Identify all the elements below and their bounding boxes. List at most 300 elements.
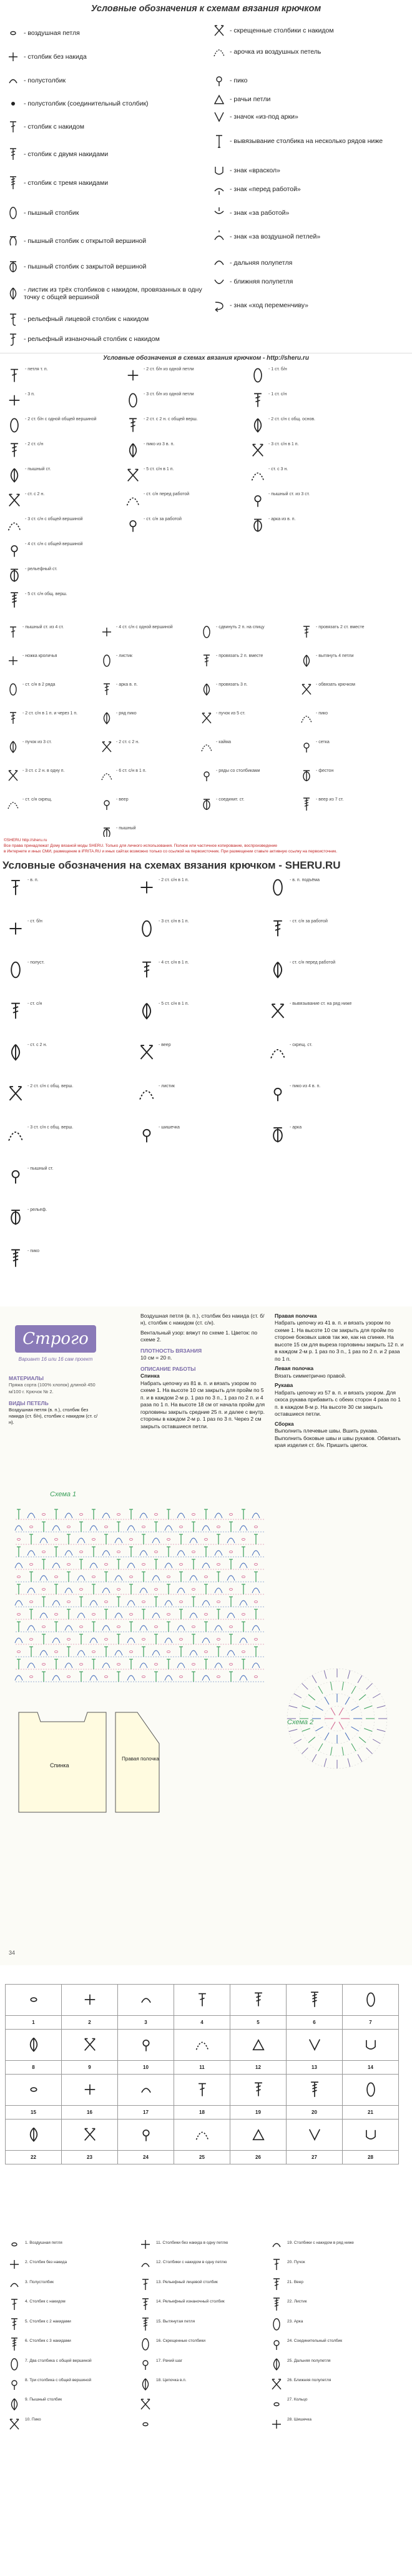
grid-number-cell [343, 2151, 399, 2164]
dense-legend-item [6, 683, 100, 699]
long-st-icon [212, 134, 226, 148]
oval-closed-icon [100, 826, 114, 837]
cross-icon [268, 1002, 287, 1024]
arch-icon [6, 1125, 25, 1147]
dense-legend-label: - рельефный ст. [25, 567, 57, 571]
dense-legend-item [268, 919, 362, 941]
grid-number: 25 [199, 2154, 205, 2160]
grid-symbol-cell [118, 2030, 174, 2061]
dense-legend-label: - пико [316, 711, 328, 716]
dense-legend-item [6, 1125, 100, 1147]
t3-icon [6, 592, 22, 611]
dense-legend-label: - 2 ст. с/н в 1 п. [159, 878, 189, 882]
dense-legend-label: - соединит. ст. [216, 797, 245, 802]
t-icon [6, 625, 20, 642]
dense-legend-label: - пышный ст. [25, 467, 51, 471]
picot-icon [212, 74, 226, 87]
bottom-list-item: 3. Полустолбик [25, 2279, 54, 2284]
dense-legend-item [125, 367, 218, 387]
legend-item-label: - скрещенные столбики с накидом [230, 27, 334, 34]
bottom-list-item: 4. Столбик с накидом [25, 2299, 66, 2304]
legend-item-label: - полустолбик [24, 77, 66, 84]
plus-icon [82, 2003, 98, 2009]
grid-number-cell [174, 2016, 230, 2030]
grid-number: 8 [32, 2065, 35, 2070]
legend-item-label: - листик из трёх столбиков с накидом, провязанных в одну точку с общей вершиной [24, 286, 202, 301]
grid-number-cell [62, 2106, 118, 2120]
bottom-list-item: 26. Ближняя полупетля [287, 2377, 331, 2382]
grid-number: 24 [143, 2154, 149, 2160]
scheme-1-chart [9, 1503, 272, 1690]
bracket-icon [212, 164, 226, 177]
oval-top-icon [6, 234, 20, 248]
bottom-list-item: 14. Рельефный изнаночный столбик [156, 2299, 225, 2304]
notice-line-1: ©SHERU http://sheru.ru [4, 838, 47, 842]
grid-number: 1 [32, 2020, 35, 2025]
dense-legend-item [6, 542, 100, 561]
dense-legend-label: - ст. с/н за работой [144, 517, 182, 521]
grid-number-cell [230, 2106, 287, 2120]
grid-number-cell [287, 2061, 343, 2075]
plus-icon [125, 367, 141, 387]
numbered-grid-section [0, 1965, 412, 2215]
dense-legend-item [6, 711, 100, 728]
oval-icon [6, 417, 22, 437]
dense-legend-item [6, 960, 100, 982]
stitches-title: ВИДЫ ПЕТЕЛЬ [9, 1399, 49, 1406]
bottom-list-item: 15. Вытянутая петля [156, 2319, 195, 2324]
grid-number-cell [118, 2151, 174, 2164]
picot-icon [138, 2138, 154, 2144]
grid-symbol-cell [230, 2075, 287, 2106]
sleeve-text: Набрать цепочку из 57 в. п. и вязать узором. Для скоса рукава прибавить с обеих сторон 4 раза по 1 п. в каждом 8-м р. На высоте 30 см закрыть оставшиеся петли. [275, 1389, 401, 1418]
grid-symbol-cell [6, 2120, 62, 2151]
left-front-title: Левая полочка [275, 1365, 314, 1372]
dot-icon [26, 2093, 42, 2099]
picot-icon [250, 492, 266, 511]
leaf-icon [26, 2138, 42, 2144]
bottom-list-col-3 [287, 2240, 406, 2436]
picot-icon [137, 1125, 156, 1147]
dense-legend-label: - 5 ст. с/н в 1 п. [159, 1002, 189, 1006]
grid-symbol-cell [118, 1985, 174, 2016]
dense-legend-label: - 2 ст. с/н с общ. основ. [268, 417, 316, 422]
materials-block [9, 1375, 102, 1426]
garment-pieces [12, 1706, 169, 1818]
dense-legend-label: - вывязывание ст. на ряд ниже [290, 1002, 352, 1006]
dense-legend-item [250, 442, 343, 461]
arch-icon [200, 740, 213, 757]
dense-legend-label: - 4 ст. с/н в 1 п. [159, 960, 189, 965]
materials-text: Пряжа сорта (100% хлопок) длиной 450 м/100 г. Крючок № 2. [9, 1382, 96, 1394]
t2-icon [250, 2003, 267, 2009]
grid-number: 10 [143, 2065, 149, 2070]
dense-legend-item [300, 711, 393, 728]
picot-icon [138, 2048, 154, 2054]
dense-legend-item [300, 625, 393, 642]
dense-legend-item [300, 654, 393, 671]
dense-legend-label: - рельеф. [27, 1208, 47, 1212]
dense-legend-item [268, 1125, 362, 1147]
dense-legend-item [100, 711, 194, 728]
legend-item-left [6, 147, 206, 161]
dense-legend-label: - пышный ст. из 4 ст. [22, 625, 64, 629]
legend-item-left [6, 120, 206, 134]
dense-legend-label: - провязать 2 п. вместе [216, 654, 263, 658]
dense-legend-label: - 3 ст. с/н в 1 п. [268, 442, 299, 447]
grid-number: 21 [368, 2110, 373, 2115]
arc-icon [138, 2003, 154, 2009]
leaf-icon [26, 2048, 42, 2054]
symbol-grid-table [5, 1984, 399, 2164]
legend-item-label: - знак «враскол» [230, 167, 281, 174]
dense-legend-item [125, 517, 218, 536]
bottom-list-item: 20. Пучок [287, 2260, 305, 2265]
arch-icon [125, 492, 141, 511]
legend-item-left [6, 332, 206, 346]
front-text: Набрать цепочку из 41 в. п. и вязать узором по схеме 1. На высоте 10 см закрыть для пройм по стороне боковых швов так же, как на спинке. На высоте 15 см для выреза горловины закрыть 12 п. и в каждом 2-м р. 1 раз по 3 п., 1 раз по 2 п. и 2 раза по 1 п. [275, 1320, 404, 1362]
vee-icon [307, 2138, 323, 2144]
strogo-pattern-page [0, 1306, 412, 1965]
t2-icon [250, 2093, 267, 2099]
dense-legend-label: - пико из 3 в. п. [144, 442, 175, 447]
legend-item-label: - пико [230, 77, 248, 84]
dense-legend-item [125, 442, 218, 461]
grid-symbol-cell [6, 2030, 62, 2061]
dense-legend-item [250, 417, 343, 437]
grid-number: 17 [143, 2110, 149, 2115]
cross-icon [100, 740, 114, 757]
dense-legend-item [268, 960, 362, 982]
grid-symbol-cell [62, 1985, 118, 2016]
back-icon [212, 206, 226, 220]
grid-symbol-cell [230, 2030, 287, 2061]
oval-icon [137, 919, 156, 941]
page-number: 34 [9, 1950, 16, 1956]
dense-legend-item [100, 797, 194, 814]
copyright-notice [0, 837, 412, 857]
dense-legend-label: - пико из 4 в. п. [290, 1084, 321, 1088]
dense-legend-label: - полуст. [27, 960, 45, 965]
arch-icon [268, 1043, 287, 1065]
legend-item-left [6, 206, 206, 220]
bottom-list-item: 7. Два столбика с общей вершиной [25, 2358, 92, 2363]
picot-icon [268, 1084, 287, 1106]
t2-icon [125, 417, 141, 437]
legend-item-label: - значок «из-под арки» [230, 113, 298, 121]
legend-title-2: Условные обозначения в схемах вязания крючком - http://sheru.ru [103, 355, 309, 362]
grid-symbol-cell [62, 2075, 118, 2106]
legend-item-left [6, 312, 206, 326]
grid-number: 19 [255, 2110, 261, 2115]
back-text: Набрать цепочку из 81 в. п. и вязать узором по схеме 1. На высоте 10 см закрыть для пройм по 5 п. и в каждом 2-м р. 1 раз по 3 п., 1 раз по 2 п. и 4 раза по 1 п. На высоте 18 см от начала пройм для горловины закрыть средние 25 п. и далее с внутр. стороны в каждом 2-м р. 1 раз по 3 п. Через 2 см закрыть оставшиеся петли. [140, 1379, 265, 1429]
oval-icon [100, 654, 114, 671]
t2-icon [250, 392, 266, 412]
grid-symbol-cell [118, 2120, 174, 2151]
grid-symbol-cell [343, 2075, 399, 2106]
bottom-list-item: 13. Рельефный лицевой столбик [156, 2279, 218, 2284]
picot-icon [6, 1167, 25, 1188]
cross-icon [125, 467, 141, 486]
oval-closed-icon [300, 769, 313, 786]
sleeve-title: Рукава [275, 1382, 293, 1389]
notice-line-2: Все права принадлежат Дому вязаной моды SHERU. Только для личного использования. Полное или частичное копирование, воспроизведение [4, 844, 277, 848]
legend-item-right [212, 92, 406, 106]
desc-title: ОПИСАНИЕ РАБОТЫ [140, 1365, 196, 1372]
dense-legend-label: - 2 ст. с 2 н. [116, 740, 140, 744]
oval-icon [363, 2003, 379, 2009]
bottom-list-item: 8. Три столбика с общей вершиной [25, 2377, 92, 2382]
dense-legend-item [250, 517, 343, 536]
bottom-list-item: 5. Столбик с 2 накидами [25, 2319, 71, 2324]
bottom-list-item: 23. Арка [287, 2319, 303, 2324]
dense-legend-item [6, 1249, 100, 1271]
grid-number-cell [6, 2016, 62, 2030]
bottom-list-item: 17. Рачий шаг [156, 2358, 183, 2363]
dense-legend-item [300, 797, 393, 814]
legend-item-right [212, 182, 406, 196]
back-title: Спинка [140, 1373, 160, 1379]
dense-legend-label: - в. п. подъёма [290, 878, 320, 882]
t2-icon [200, 654, 213, 671]
gauge-text: 10 см = 20 п. [140, 1355, 172, 1361]
grid-number: 22 [31, 2154, 36, 2160]
t2-icon [137, 960, 156, 982]
grid-number-cell [230, 2151, 287, 2164]
dense-legend-label: - 2 ст. б/н из одной петли [144, 367, 194, 372]
leaf-icon [6, 287, 20, 300]
dense-legend-label: - веер [159, 1043, 171, 1047]
legend-item-label: - вывязывание столбика на несколько рядов ниже [230, 137, 383, 145]
top-loop-icon [212, 230, 226, 244]
rachy-icon [250, 2048, 267, 2054]
dense-legend-label: - ст. с/н [27, 1002, 42, 1006]
bottom-list-item: 25. Дальняя полупетля [287, 2358, 331, 2363]
legend-item-left [6, 97, 206, 111]
legend-item-label: - пышный столбик с закрытой вершиной [24, 263, 147, 270]
legend-item-right [212, 275, 406, 289]
grid-number: 20 [311, 2110, 317, 2115]
dense-legend-label: - ст. с 2 н. [25, 492, 45, 496]
dense-legend-label: - ст. с 3 н. [268, 467, 288, 471]
t2-icon [268, 919, 287, 941]
scheme-1-label: Схема 1 [50, 1491, 77, 1498]
dense-legend-item [6, 625, 100, 642]
dense-legend-item [100, 769, 194, 786]
grid-number-cell [343, 2061, 399, 2075]
pattern-column-2 [140, 1313, 265, 1430]
oval-icon [6, 683, 20, 699]
scheme-2-flower [268, 1656, 406, 1781]
cross-icon [6, 769, 20, 786]
grid-number: 5 [257, 2020, 260, 2025]
leaf-icon [300, 654, 313, 671]
grid-number: 26 [255, 2154, 261, 2160]
legend-section-3 [0, 621, 412, 837]
dense-legend-item [268, 1002, 362, 1024]
bottom-list-item: 21. Веер [287, 2279, 304, 2284]
leaf-icon [100, 711, 114, 728]
legend-item-label: - рельефный изнаночный столбик с накидом [24, 335, 160, 343]
grid-number-cell [174, 2151, 230, 2164]
grid-number: 7 [369, 2020, 372, 2025]
dense-legend-item [250, 467, 343, 486]
dense-legend-label: - 6 ст. с/н в 1 п. [116, 769, 147, 773]
oval-closed-icon [250, 517, 266, 536]
oval-icon [6, 206, 20, 220]
grid-number-cell [174, 2061, 230, 2075]
grid-number-cell [343, 2016, 399, 2030]
dense-legend-label: - ст. с/н перед работой [290, 960, 336, 965]
grid-number-cell [6, 2061, 62, 2075]
dense-legend-item [6, 1084, 100, 1106]
dense-legend-item [6, 769, 100, 786]
dense-legend-item [6, 797, 100, 814]
legend-item-label: - арочка из воздушных петель [230, 48, 321, 56]
dense-legend-item [268, 1084, 362, 1106]
grid-symbol-cell [287, 2120, 343, 2151]
arch-icon [137, 1084, 156, 1106]
dense-legend-label: - ст. с/н перед работой [144, 492, 190, 496]
dense-legend-label: - ст. с/н за работой [290, 919, 328, 924]
dense-legend-label: - 2 ст. с/н в 1 п. и через 1 п. [22, 711, 78, 716]
leaf-icon [6, 467, 22, 486]
grid-symbol-cell [174, 2030, 230, 2061]
dense-legend-label: - фестон [316, 769, 334, 773]
bottom-list-item: 27. Кольцо [287, 2397, 308, 2402]
bottom-list-item: 18. Цепочка в.п. [156, 2377, 187, 2382]
bottom-list-item: 28. Шишечка [287, 2417, 312, 2422]
grid-number-cell [230, 2061, 287, 2075]
arc-icon [138, 2093, 154, 2099]
oval-icon [363, 2093, 379, 2099]
legend-item-right [212, 230, 406, 244]
grid-symbol-cell [343, 1985, 399, 2016]
dense-legend-label: - пышный ст. [27, 1167, 54, 1171]
bottom-list-item: 9. Пышный столбик [25, 2397, 62, 2402]
legend-section-4 [0, 857, 412, 1306]
stitches-text: Воздушная петля (в. п.), столбик без накида (ст. б/н), столбик с накидом (ст. с/н). [9, 1407, 98, 1426]
grid-number-cell [287, 2106, 343, 2120]
dense-legend-label: - 1 ст. с/н [268, 392, 287, 397]
bottom-list-col-1 [25, 2240, 125, 2436]
bottom-list-item: 2. Столбик без накида [25, 2260, 67, 2265]
dense-legend-label: - сетка [316, 740, 330, 744]
dense-legend-label: - ножка кроличья [22, 654, 57, 658]
dense-legend-label: - 3 ст. с 2 н. в одну п. [22, 769, 65, 773]
dense-legend-item [6, 740, 100, 757]
dense-legend-label: - 2 ст. с 2 н. с общей верш. [144, 417, 198, 422]
legend-title-4: Условные обозначения на схемах вязания крючком - SHERU.RU [2, 859, 341, 871]
notice-line-3: в Интернете и иных СМИ, размещение в iFRITA.RU и иных сайтах возможно только со ссылкой на первоисточник. При размещении ставьте активную ссылку на первоисточник. [4, 849, 338, 854]
cross-icon [250, 442, 266, 461]
cross-icon [82, 2048, 98, 2054]
grid-symbol-cell [230, 1985, 287, 2016]
legend-item-right [212, 110, 406, 124]
dense-legend-label: - в. п. [27, 878, 39, 882]
dense-legend-item [200, 740, 293, 757]
t2-icon [300, 625, 313, 642]
legend-item-right [212, 74, 406, 87]
grid-symbol-cell [287, 2075, 343, 2106]
dense-legend-label: - пучок из 5 ст. [216, 711, 245, 716]
dense-legend-label: - арка из в. п. [268, 517, 296, 521]
far-loop-icon [212, 256, 226, 270]
assembly-title: Сборка [275, 1420, 294, 1427]
grid-number-cell [6, 2151, 62, 2164]
t3-icon [307, 2093, 323, 2099]
dense-legend-item [200, 711, 293, 728]
dense-legend-item [250, 367, 343, 387]
arch-icon [300, 711, 313, 728]
bottom-list-item: 6. Столбик с 3 накидами [25, 2339, 71, 2344]
grid-symbol-cell [343, 2120, 399, 2151]
bottom-list-item: 22. Листик [287, 2299, 307, 2304]
t-icon [6, 120, 20, 134]
dense-legend-item [137, 919, 231, 941]
grid-number-cell [62, 2061, 118, 2075]
t3-icon [6, 176, 20, 190]
dense-legend-item [100, 740, 194, 757]
dense-legend-label: - 3 ст. с/н с общ. верш. [27, 1125, 74, 1130]
cross-icon [6, 1084, 25, 1106]
leaf-icon [200, 683, 213, 699]
dense-legend-item [268, 878, 362, 900]
grid-symbol-cell [6, 2075, 62, 2106]
grid-symbol-cell [230, 2120, 287, 2151]
t2-icon [6, 147, 20, 161]
dense-legend-label: - пышный ст. из 3 ст. [268, 492, 310, 496]
dense-legend-item [6, 878, 100, 900]
legend-item-label: - пышный столбик [24, 209, 79, 217]
legend-item-label: - ближняя полупетля [230, 278, 293, 285]
plus-icon [137, 878, 156, 900]
dense-legend-label: - шишечка [159, 1125, 180, 1130]
dense-legend-label: - вытянуть 4 петли [316, 654, 354, 658]
oval-icon [200, 625, 213, 642]
dense-legend-label: - ряды со столбиками [216, 769, 260, 773]
front-icon [212, 182, 226, 196]
dense-legend-label: - листик [159, 1084, 175, 1088]
legend-title-1: Условные обозначения к схемам вязания крючком [91, 4, 321, 14]
grid-symbol-cell [174, 1985, 230, 2016]
picot-icon [125, 517, 141, 536]
grid-symbol-cell [343, 2030, 399, 2061]
dense-legend-item [6, 517, 100, 536]
near-loop-icon [212, 275, 226, 289]
grid-number-cell [230, 2016, 287, 2030]
dense-legend-item [200, 797, 293, 814]
legend-item-label: - столбик с двумя накидами [24, 151, 109, 158]
legend-item-right [212, 206, 406, 220]
dense-legend-label: - 3 п. [25, 392, 35, 397]
dense-legend-label: - 4 ст. с/н с общей вершиной [25, 542, 83, 546]
plus-icon [6, 654, 20, 671]
left-front-text: Вязать симметрично правой. [275, 1372, 346, 1379]
dense-legend-item [6, 367, 100, 387]
bottom-list-item: 1. Воздушная петля [25, 2241, 62, 2245]
dense-legend-label: - провязать 2 ст. вместе [316, 625, 365, 629]
dense-legend-item [6, 567, 100, 586]
piece-front-label: Правая полочка [122, 1756, 159, 1762]
leaf-icon [250, 417, 266, 437]
dense-legend-item [137, 1084, 231, 1106]
t-icon [6, 878, 25, 900]
dense-legend-item [125, 492, 218, 511]
t2-icon [6, 1002, 25, 1024]
dense-legend-item [137, 1043, 231, 1065]
dense-legend-item [200, 654, 293, 671]
